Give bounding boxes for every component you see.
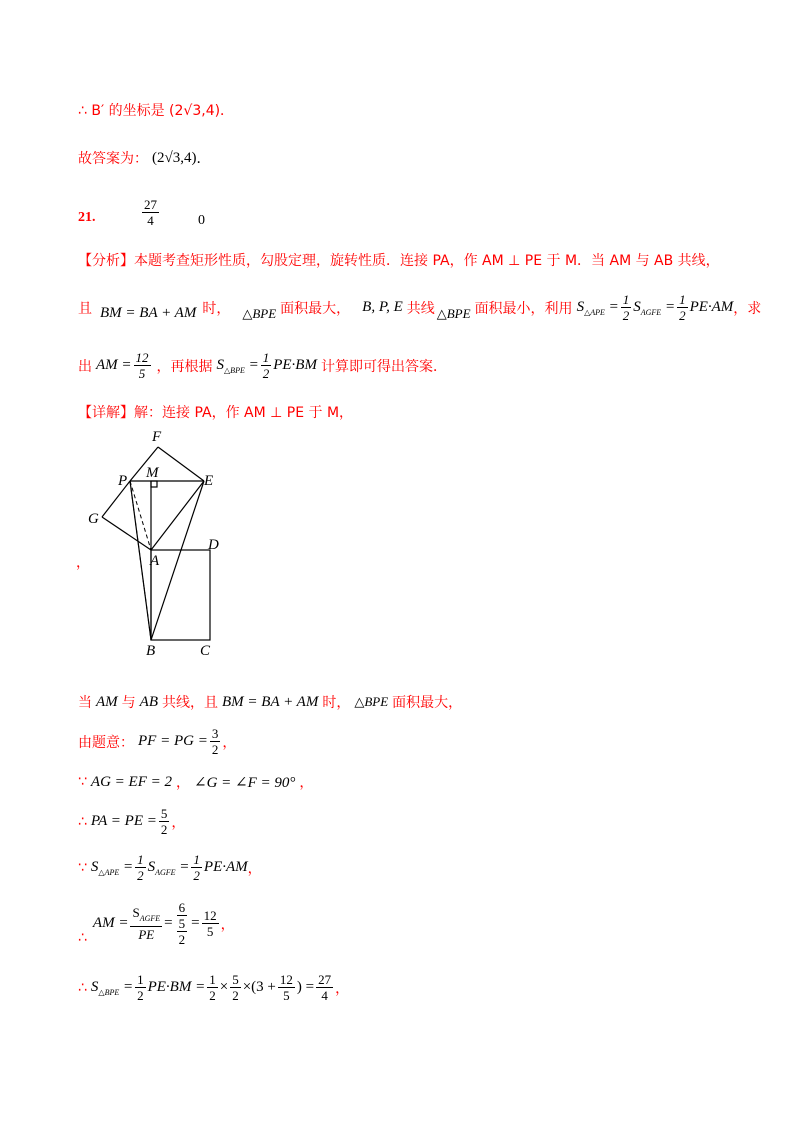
question-number: 21. [78,210,96,225]
label-P: P [118,473,128,489]
step-6: ∴ AM = $\frac{S_{AGFE}}{PE}$ = $\frac{6}{\frac{5}{2}}$ = $\frac{12}{5}$ ， [78,900,235,947]
step-3: ∵ AG = EF = 2 ， ∠G = ∠F = 90° ， [78,773,314,791]
detail-heading: 【详解】解：连接 PA，作 AM ⊥ PE 于 M， [78,405,354,421]
answer-fraction: $\frac{27}{4}$ [144,197,157,228]
rectangle-ABCD [151,550,210,640]
label-F: F [152,429,162,445]
analysis-paragraph-line2: 且 BM = BA + AM 时， △BPE 面积最大， B, P, E 共线 △BPE 面积最小，利用 $S_{\triangle APE}$ = $\frac{1}{2}$ $S_{AGFE}$ = $\frac{1}{2}$ PE·AM ，求 [78,292,762,323]
answer-zero: 0 [198,213,205,228]
label-B: B [146,643,156,659]
analysis-paragraph-line3: 出 AM = $\frac{12}{5}$ ，再根据 $S_{\triangle BPE}$ = $\frac{1}{2}$ PE·BM 计算即可得出答案． [78,350,447,381]
dashed-PA [130,481,151,550]
label-M: M [146,465,159,481]
geometry-figure [80,425,240,665]
step-5: ∵ $S_{\triangle APE}$ = $\frac{1}{2}$ $S_{AGFE}$ = $\frac{1}{2}$ PE·AM ， [78,852,262,883]
segment-FE [158,447,204,481]
right-angle-mark [151,481,157,487]
label-C: C [200,643,211,659]
figure-comma: ， [76,555,90,571]
step-2: 由题意： PF = PG = $\frac{3}{2}$ ， [78,726,237,757]
label-D: D [208,537,219,553]
dashed-PB [130,481,151,640]
step-4: ∴ PA = PE = $\frac{5}{2}$ ， [78,806,186,837]
answer-line: 故答案为： (2√3,4) ． [78,149,211,167]
answer-value: (2√3,4) [152,149,197,166]
area-formula: $S_{\triangle APE}$ = $\frac{1}{2}$ $S_{AGFE}$ = $\frac{1}{2}$ PE·AM [576,292,734,323]
segment-GA [102,517,151,550]
step-1: 当 AM 与 AB 共线，且 BM = BA + AM 时， △BPE 面积最大， [78,693,463,711]
segment-AE [151,481,204,550]
label-G: G [88,511,99,527]
label-E: E [204,473,214,489]
label-A: A [150,553,160,569]
step-7: ∴ $S_{\triangle BPE}$ = $\frac{1}{2}$ PE·BM = $\frac{1}{2}$ × $\frac{5}{2}$ ×(3 + $\frac{12}{5}$ ) = $\frac{27}{4}$ ， [78,972,350,1003]
analysis-paragraph-line1: 【分析】本题考查矩形性质，勾股定理，旋转性质．连接 PA，作 AM ⊥ PE 于 M．当 AM 与 AB 共线， [78,253,720,269]
b-prime-coordinate-line: ∴ B′ 的坐标是 (2√3,4)． [78,103,235,119]
